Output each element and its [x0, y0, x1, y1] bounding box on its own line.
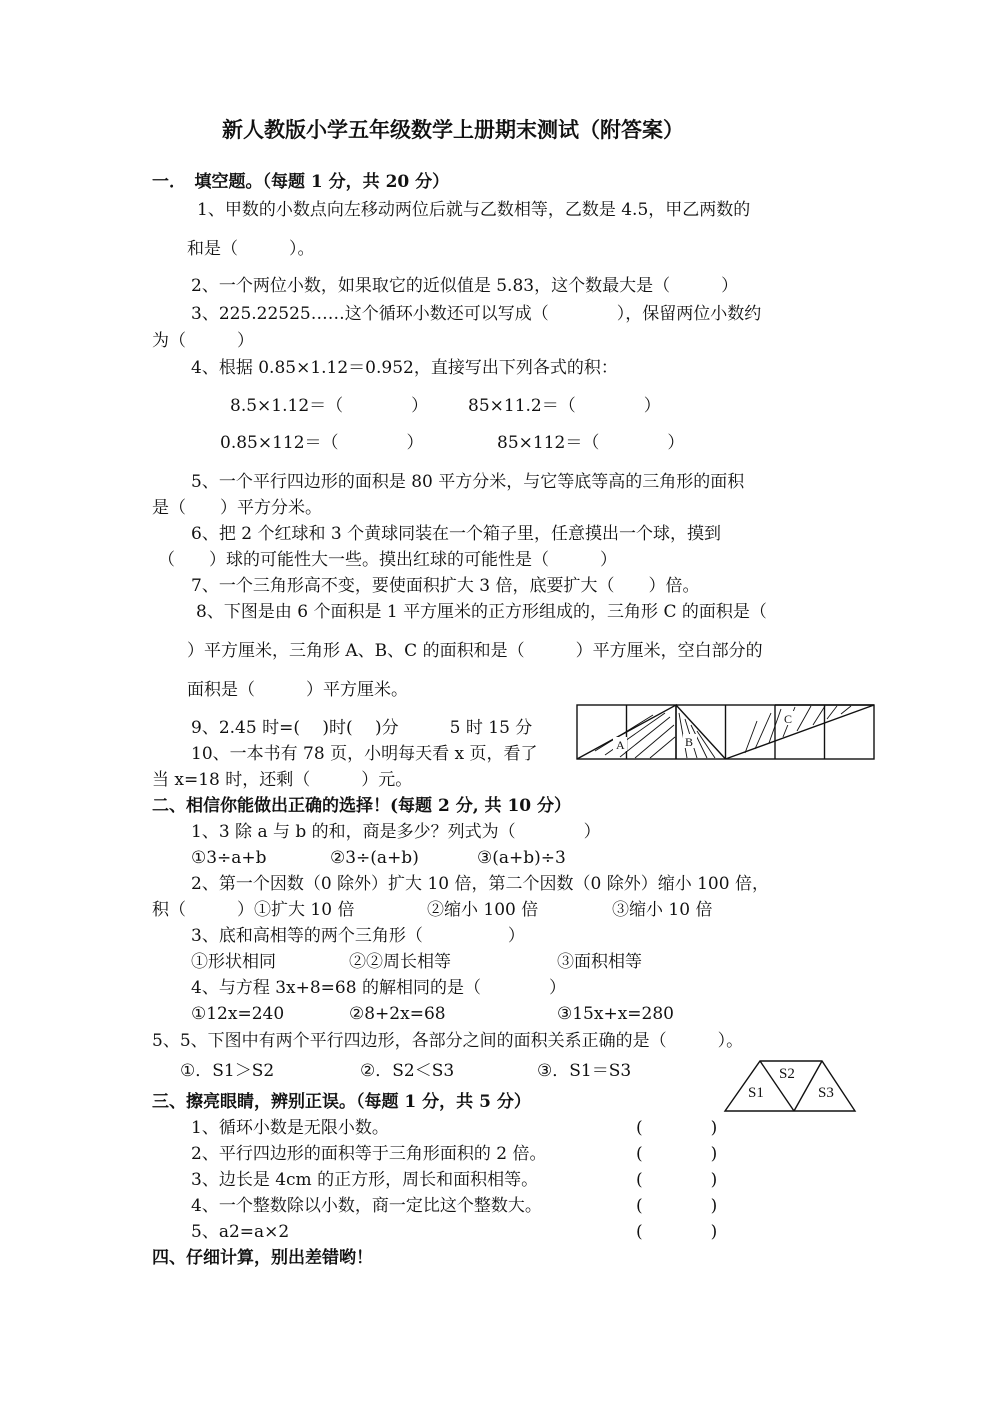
fill-q5-line1: 5、一个平行四边形的面积是 80 平方分米，与它等底等高的三角形的面积: [191, 472, 745, 492]
choice-q5: 5、5、下图中有两个平行四边形，各部分之间的面积关系正确的是（ ）。: [152, 1031, 744, 1051]
fill-q2: 2、一个两位小数，如果取它的近似值是 5.83，这个数最大是（ ）: [191, 276, 739, 296]
triangle-b-label: B: [685, 735, 694, 749]
fill-q4-item2: 85×11.2＝（ ）: [468, 396, 661, 416]
choice-q2-option3: ③缩小 10 倍: [612, 900, 713, 920]
fill-q4-item3: 0.85×112＝（ ）: [220, 433, 424, 453]
judge-answer-4: ( ): [636, 1196, 718, 1216]
judge-item-5: 5、a2=a×2: [191, 1222, 290, 1242]
choice-q4: 4、与方程 3x+8=68 的解相同的是（ ）: [191, 978, 566, 998]
choice-q3-option2: ②②周长相等: [349, 952, 451, 972]
judge-answer-5: ( ): [636, 1222, 718, 1242]
section-1-heading: 一． 填空题。（每题 1 分，共 20 分）: [152, 172, 450, 192]
fill-q7: 7、一个三角形高不变，要使面积扩大 3 倍，底要扩大（ ）倍。: [191, 576, 700, 596]
fill-q3-line1: 3、225.22525……这个循环小数还可以写成（ ），保留两位小数约: [191, 304, 762, 324]
squares-figure: [575, 703, 877, 761]
fill-q1-line2: 和是（ ）。: [187, 239, 315, 259]
judge-answer-3: ( ): [636, 1170, 718, 1190]
choice-q4-option2: ②8+2x=68: [349, 1004, 446, 1024]
judge-item-2: 2、平行四边形的面积等于三角形面积的 2 倍。: [191, 1144, 547, 1164]
section-4-heading: 四、仔细计算，别出差错哟！: [152, 1248, 373, 1268]
fill-q4-item1: 8.5×1.12＝（ ）: [230, 396, 429, 416]
choice-q3-option1: ①形状相同: [191, 952, 276, 972]
judge-item-3: 3、边长是 4cm 的正方形，周长和面积相等。: [191, 1170, 539, 1190]
fill-q8-line2: ）平方厘米，三角形 A、B、C 的面积和是（ ）平方厘米，空白部分的: [187, 641, 763, 661]
section-3-heading: 三、擦亮眼睛，辨别正误。（每题 1 分，共 5 分）: [152, 1092, 531, 1112]
fill-q1-line1: 1、甲数的小数点向左移动两位后就与乙数相等，乙数是 4.5，甲乙两数的: [197, 200, 751, 220]
choice-q1-option1: ①3÷a+b: [191, 848, 267, 868]
choice-q5-option2: ②．S2＜S3: [360, 1061, 455, 1081]
parallelogram-figure: [722, 1058, 858, 1114]
choice-q2-line1: 2、第一个因数（0 除外）扩大 10 倍，第二个因数（0 除外）缩小 100 倍，: [191, 874, 769, 894]
judge-answer-1: ( ): [636, 1118, 718, 1138]
choice-q5-option3: ③．S1＝S3: [537, 1061, 632, 1081]
fill-q5-line2: 是（ ）平方分米。: [152, 498, 322, 518]
fill-q4: 4、根据 0.85×1.12＝0.952，直接写出下列各式的积：: [191, 358, 618, 378]
fill-q8-line1: 8、下图是由 6 个面积是 1 平方厘米的正方形组成的，三角形 C 的面积是（: [196, 602, 767, 622]
fill-q8-line3: 面积是（ ）平方厘米。: [187, 680, 408, 700]
fill-q10-line2: 当 x=18 时，还剩（ ）元。: [152, 770, 413, 790]
judge-item-4: 4、一个整数除以小数，商一定比这个整数大。: [191, 1196, 542, 1216]
choice-q3-option3: ③面积相等: [557, 952, 642, 972]
page-title: 新人教版小学五年级数学上册期末测试（附答案）: [222, 117, 684, 142]
choice-q4-option1: ①12x=240: [191, 1004, 285, 1024]
triangle-c-label: C: [784, 712, 793, 726]
choice-q4-option3: ③15x+x=280: [557, 1004, 674, 1024]
fill-q6-line2: （ ）球的可能性大一些。摸出红球的可能性是（ ）: [158, 550, 617, 570]
choice-q1: 1、3 除 a 与 b 的和，商是多少？列式为（ ）: [191, 822, 601, 842]
fill-q10-line1: 10、一本书有 78 页，小明每天看 x 页，看了: [191, 744, 538, 764]
choice-q3: 3、底和高相等的两个三角形（ ）: [191, 926, 525, 946]
choice-q1-option2: ②3÷(a+b): [330, 848, 419, 868]
judge-answer-2: ( ): [636, 1144, 718, 1164]
fill-q3-line2: 为（ ）: [152, 331, 254, 351]
s2-label: S2: [779, 1066, 795, 1082]
s3-label: S3: [818, 1085, 834, 1101]
choice-q5-option1: ①．S1＞S2: [180, 1061, 275, 1081]
fill-q9: 9、2.45 时=( )时( )分 5 时 15 分: [191, 718, 533, 738]
choice-q2-line2: 积（ ）①扩大 10 倍: [152, 900, 355, 920]
section-2-heading: 二、相信你能做出正确的选择！(每题 2 分, 共 10 分）: [152, 796, 572, 816]
judge-item-1: 1、循环小数是无限小数。: [191, 1118, 389, 1138]
fill-q4-item4: 85×112＝（ ）: [497, 433, 685, 453]
s1-label: S1: [748, 1085, 764, 1101]
choice-q2-option2: ②缩小 100 倍: [427, 900, 539, 920]
choice-q1-option3: ③(a+b)÷3: [477, 848, 566, 868]
triangle-a-label: A: [616, 738, 625, 752]
fill-q6-line1: 6、把 2 个红球和 3 个黄球同装在一个箱子里，任意摸出一个球，摸到: [191, 524, 722, 544]
